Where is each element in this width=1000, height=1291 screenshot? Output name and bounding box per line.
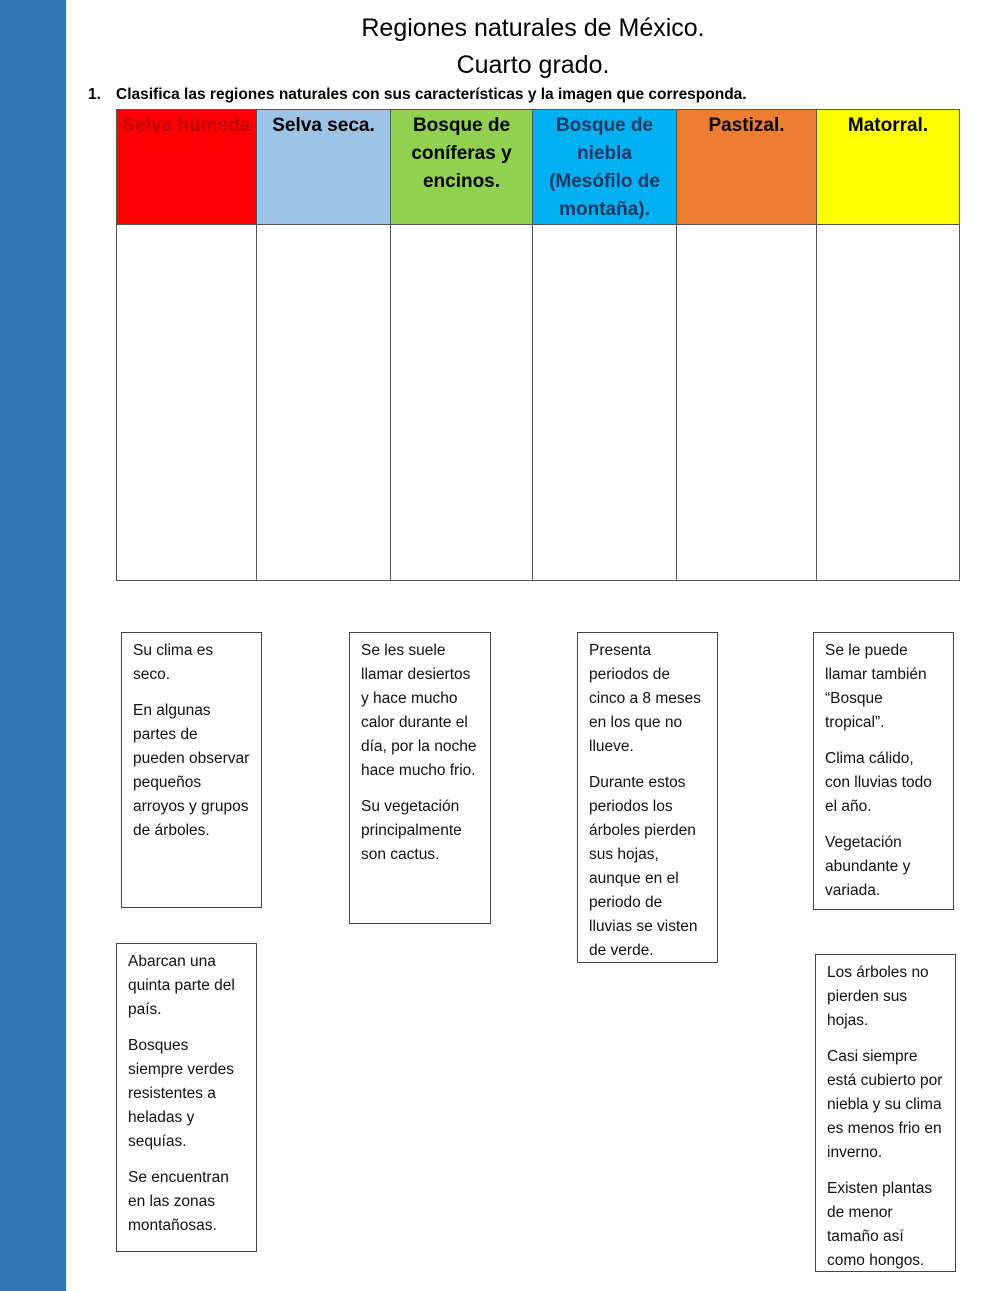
drop-zone-selva-humeda[interactable] [117,225,257,581]
card-text: Bosques siempre verdes resistentes a heladas y sequías. [128,1037,234,1150]
card-text: Vegetación abundante y variada. [825,834,911,899]
draggable-card[interactable] [121,632,262,908]
drop-zone-bosque-niebla[interactable] [533,225,677,581]
regions-table [116,109,960,581]
card-text: Se encuentran en las zonas montañosas. [128,1169,229,1234]
card-text: Se le puede llamar también “Bosque tropical”. [825,642,927,731]
instruction [88,86,747,104]
draggable-card[interactable] [815,954,956,1272]
drop-zone-matorral[interactable] [817,225,960,581]
card-text: Durante estos periodos los árboles pierden sus hojas, aunque en el periodo de lluvias se visten de verde. [589,774,698,959]
draggable-card[interactable] [349,632,491,924]
card-text: Existen plantas de menor tamaño así como hongos. [827,1180,933,1269]
header-pastizal: Pastizal. [677,110,817,225]
card-text: Su clima es seco. [133,642,214,683]
header-selva-humeda: Selva húmeda [117,110,257,225]
draggable-card[interactable] [577,632,718,963]
header-bosque-niebla: Bosque de niebla (Mesófilo de montaña). [533,110,677,225]
page-title: Regiones naturales de México. [361,14,705,42]
card-text: Se les suele llamar desiertos y hace mucho calor durante el día, por la noche hace mucho frio. [361,642,477,779]
header-selva-seca: Selva seca. [257,110,391,225]
header-bosque-coniferas: Bosque de coníferas y encinos. [391,110,533,225]
card-text: Presenta periodos de cinco a 8 meses en los que no llueve. [589,642,701,755]
drop-zone-bosque-coniferas[interactable] [391,225,533,581]
draggable-card[interactable] [813,632,954,910]
card-text: Abarcan una quinta parte del país. [128,953,235,1018]
card-text: Casi siempre está cubierto por niebla y su clima es menos frio en inverno. [827,1048,943,1161]
draggable-card[interactable] [116,943,257,1252]
header-matorral: Matorral. [817,110,960,225]
instruction-number: 1. [88,86,101,103]
drop-zone-pastizal[interactable] [677,225,817,581]
instruction-text: Clasifica las regiones naturales con sus características y la imagen que corresponda. [116,86,747,103]
card-text: En algunas partes de pueden observar pequeños arroyos y grupos de árboles. [133,702,250,839]
card-text: Su vegetación principalmente son cactus. [361,798,462,863]
left-sidebar-bar [0,0,66,1291]
card-text: Los árboles no pierden sus hojas. [827,964,929,1029]
page-subtitle: Cuarto grado. [456,51,610,79]
drop-zone-selva-seca[interactable] [257,225,391,581]
card-text: Clima cálido, con lluvias todo el año. [825,750,932,815]
